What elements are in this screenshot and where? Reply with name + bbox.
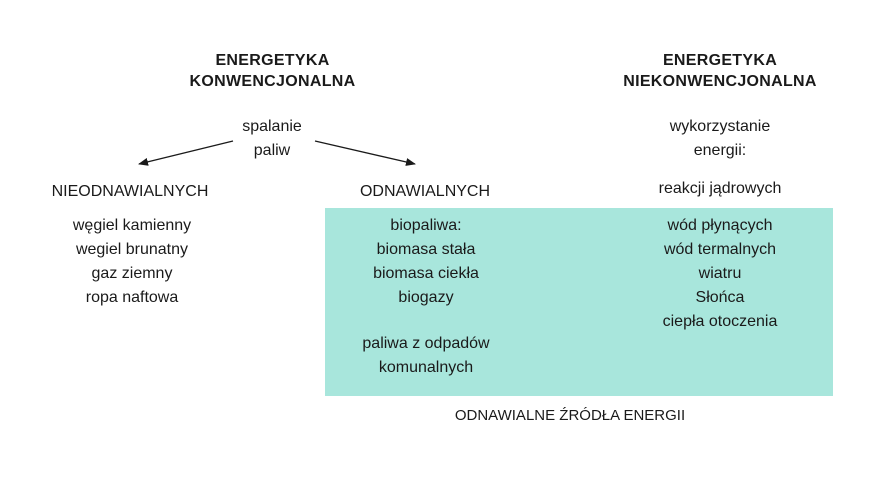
list-item: komunalnych — [378, 359, 474, 376]
list-item: biogazy — [398, 289, 454, 306]
list-item: paliwa z odpadów — [362, 335, 490, 352]
unconventional-title-line1: ENERGETYKA — [662, 52, 778, 69]
renewable-heading: ODNAWIALNYCH — [359, 183, 491, 200]
list-item: biopaliwa: — [390, 217, 462, 234]
nonrenewable-heading: NIEODNAWIALNYCH — [51, 183, 209, 200]
list-item: biomasa ciekła — [373, 265, 479, 282]
list-item: ciepła otoczenia — [662, 313, 778, 330]
list-item: biomasa stała — [376, 241, 476, 258]
box-caption: ODNAWIALNE ŹRÓDŁA ENERGII — [454, 407, 686, 424]
list-item: ropa naftowa — [85, 289, 179, 306]
list-item: wód płynących — [667, 217, 773, 234]
renewable-list — [326, 214, 526, 380]
list-item: węgiel kamienny — [72, 217, 192, 234]
usage-line1: wykorzystanie — [669, 118, 771, 135]
list-item: wiatru — [698, 265, 742, 282]
nonrenewable-list — [32, 214, 232, 310]
list-item: wód termalnych — [663, 241, 777, 258]
combustion-line1: spalanie — [242, 118, 302, 135]
arrow-left — [139, 141, 233, 164]
conventional-title-line1: ENERGETYKA — [215, 52, 330, 69]
conventional-title-line2: KONWENCJONALNA — [189, 73, 356, 90]
combustion-line2: paliw — [253, 142, 291, 159]
unconventional-title-line2: NIEKONWENCJONALNA — [623, 73, 817, 90]
list-item: wegiel brunatny — [75, 241, 189, 258]
list-item: gaz ziemny — [91, 265, 173, 282]
nuclear-label: reakcji jądrowych — [658, 180, 782, 197]
unconventional-list — [620, 214, 820, 334]
arrow-right — [315, 141, 415, 164]
list-item: Słońca — [695, 289, 745, 306]
usage-line2: energii: — [693, 142, 747, 159]
